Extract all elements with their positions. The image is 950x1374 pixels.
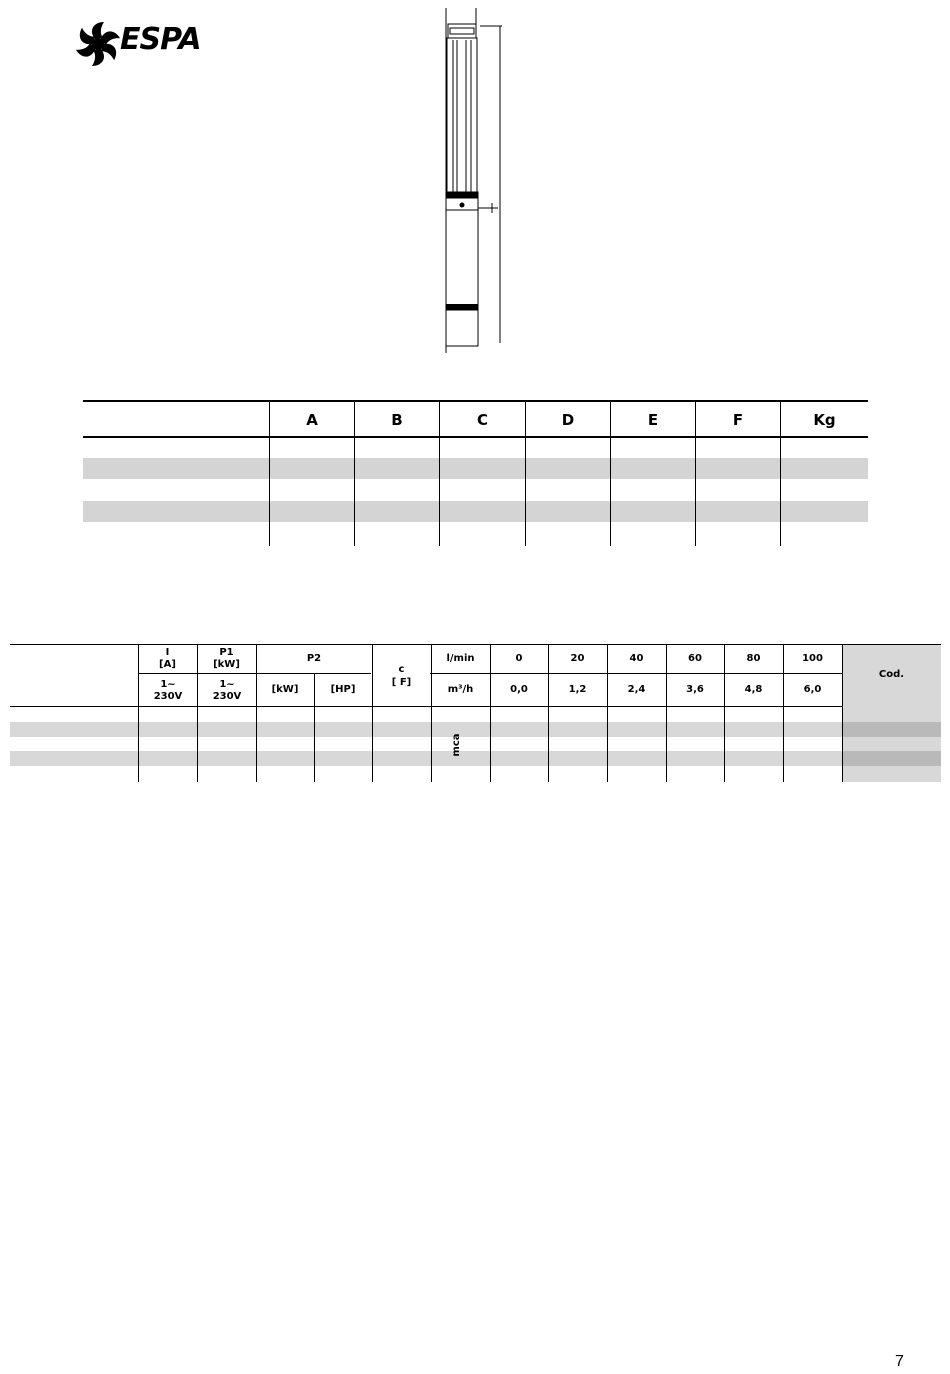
- p1-symbol: P1: [219, 647, 234, 658]
- p2-kw: [kW]: [271, 684, 299, 695]
- current-unit: [A]: [159, 659, 176, 670]
- p1-unit: [kW]: [213, 659, 240, 670]
- dim-header-c: C: [476, 411, 488, 429]
- dim-header-e: E: [647, 411, 659, 429]
- dim-header-f: F: [732, 411, 744, 429]
- impeller-icon: [76, 20, 120, 68]
- flow-lmin-3: 60: [688, 653, 702, 664]
- dim-header-b: B: [391, 411, 403, 429]
- dimensions-table: [83, 400, 868, 546]
- current-symbol: I: [165, 647, 170, 658]
- flow-lmin-4: 80: [746, 653, 761, 664]
- flow-unit-m3h: m³/h: [447, 684, 474, 695]
- flow-unit-lmin: l/min: [446, 653, 475, 664]
- flow-lmin-5: 100: [802, 653, 823, 664]
- performance-table: [10, 644, 941, 782]
- p2-hp: [HP]: [330, 684, 356, 695]
- flow-lmin-2: 40: [629, 653, 644, 664]
- capacitor-unit: [ F]: [391, 677, 412, 688]
- flow-m3h-0: 0,0: [510, 684, 528, 695]
- dim-header-a: A: [306, 411, 318, 429]
- pump-drawing: [440, 8, 510, 353]
- current-supply: 1~ 230V: [153, 679, 183, 702]
- flow-lmin-0: 0: [515, 653, 523, 664]
- code-header: Cod.: [878, 669, 905, 680]
- flow-m3h-1: 1,2: [568, 684, 587, 695]
- flow-m3h-4: 4,8: [744, 684, 763, 695]
- dim-header-d: D: [561, 411, 575, 429]
- dim-header-kg: Kg: [813, 411, 836, 429]
- flow-lmin-1: 20: [570, 653, 585, 664]
- capacitor-symbol: c: [398, 664, 405, 675]
- flow-m3h-5: 6,0: [803, 684, 822, 695]
- espa-logo: [76, 20, 216, 70]
- head-unit-label: mca: [451, 733, 462, 757]
- flow-m3h-3: 3,6: [686, 684, 704, 695]
- flow-m3h-2: 2,4: [627, 684, 646, 695]
- brand-name: ESPA: [120, 22, 201, 57]
- page-number: 7: [895, 1353, 904, 1370]
- p2-label: P2: [306, 653, 322, 664]
- p1-supply: 1~ 230V: [212, 679, 242, 702]
